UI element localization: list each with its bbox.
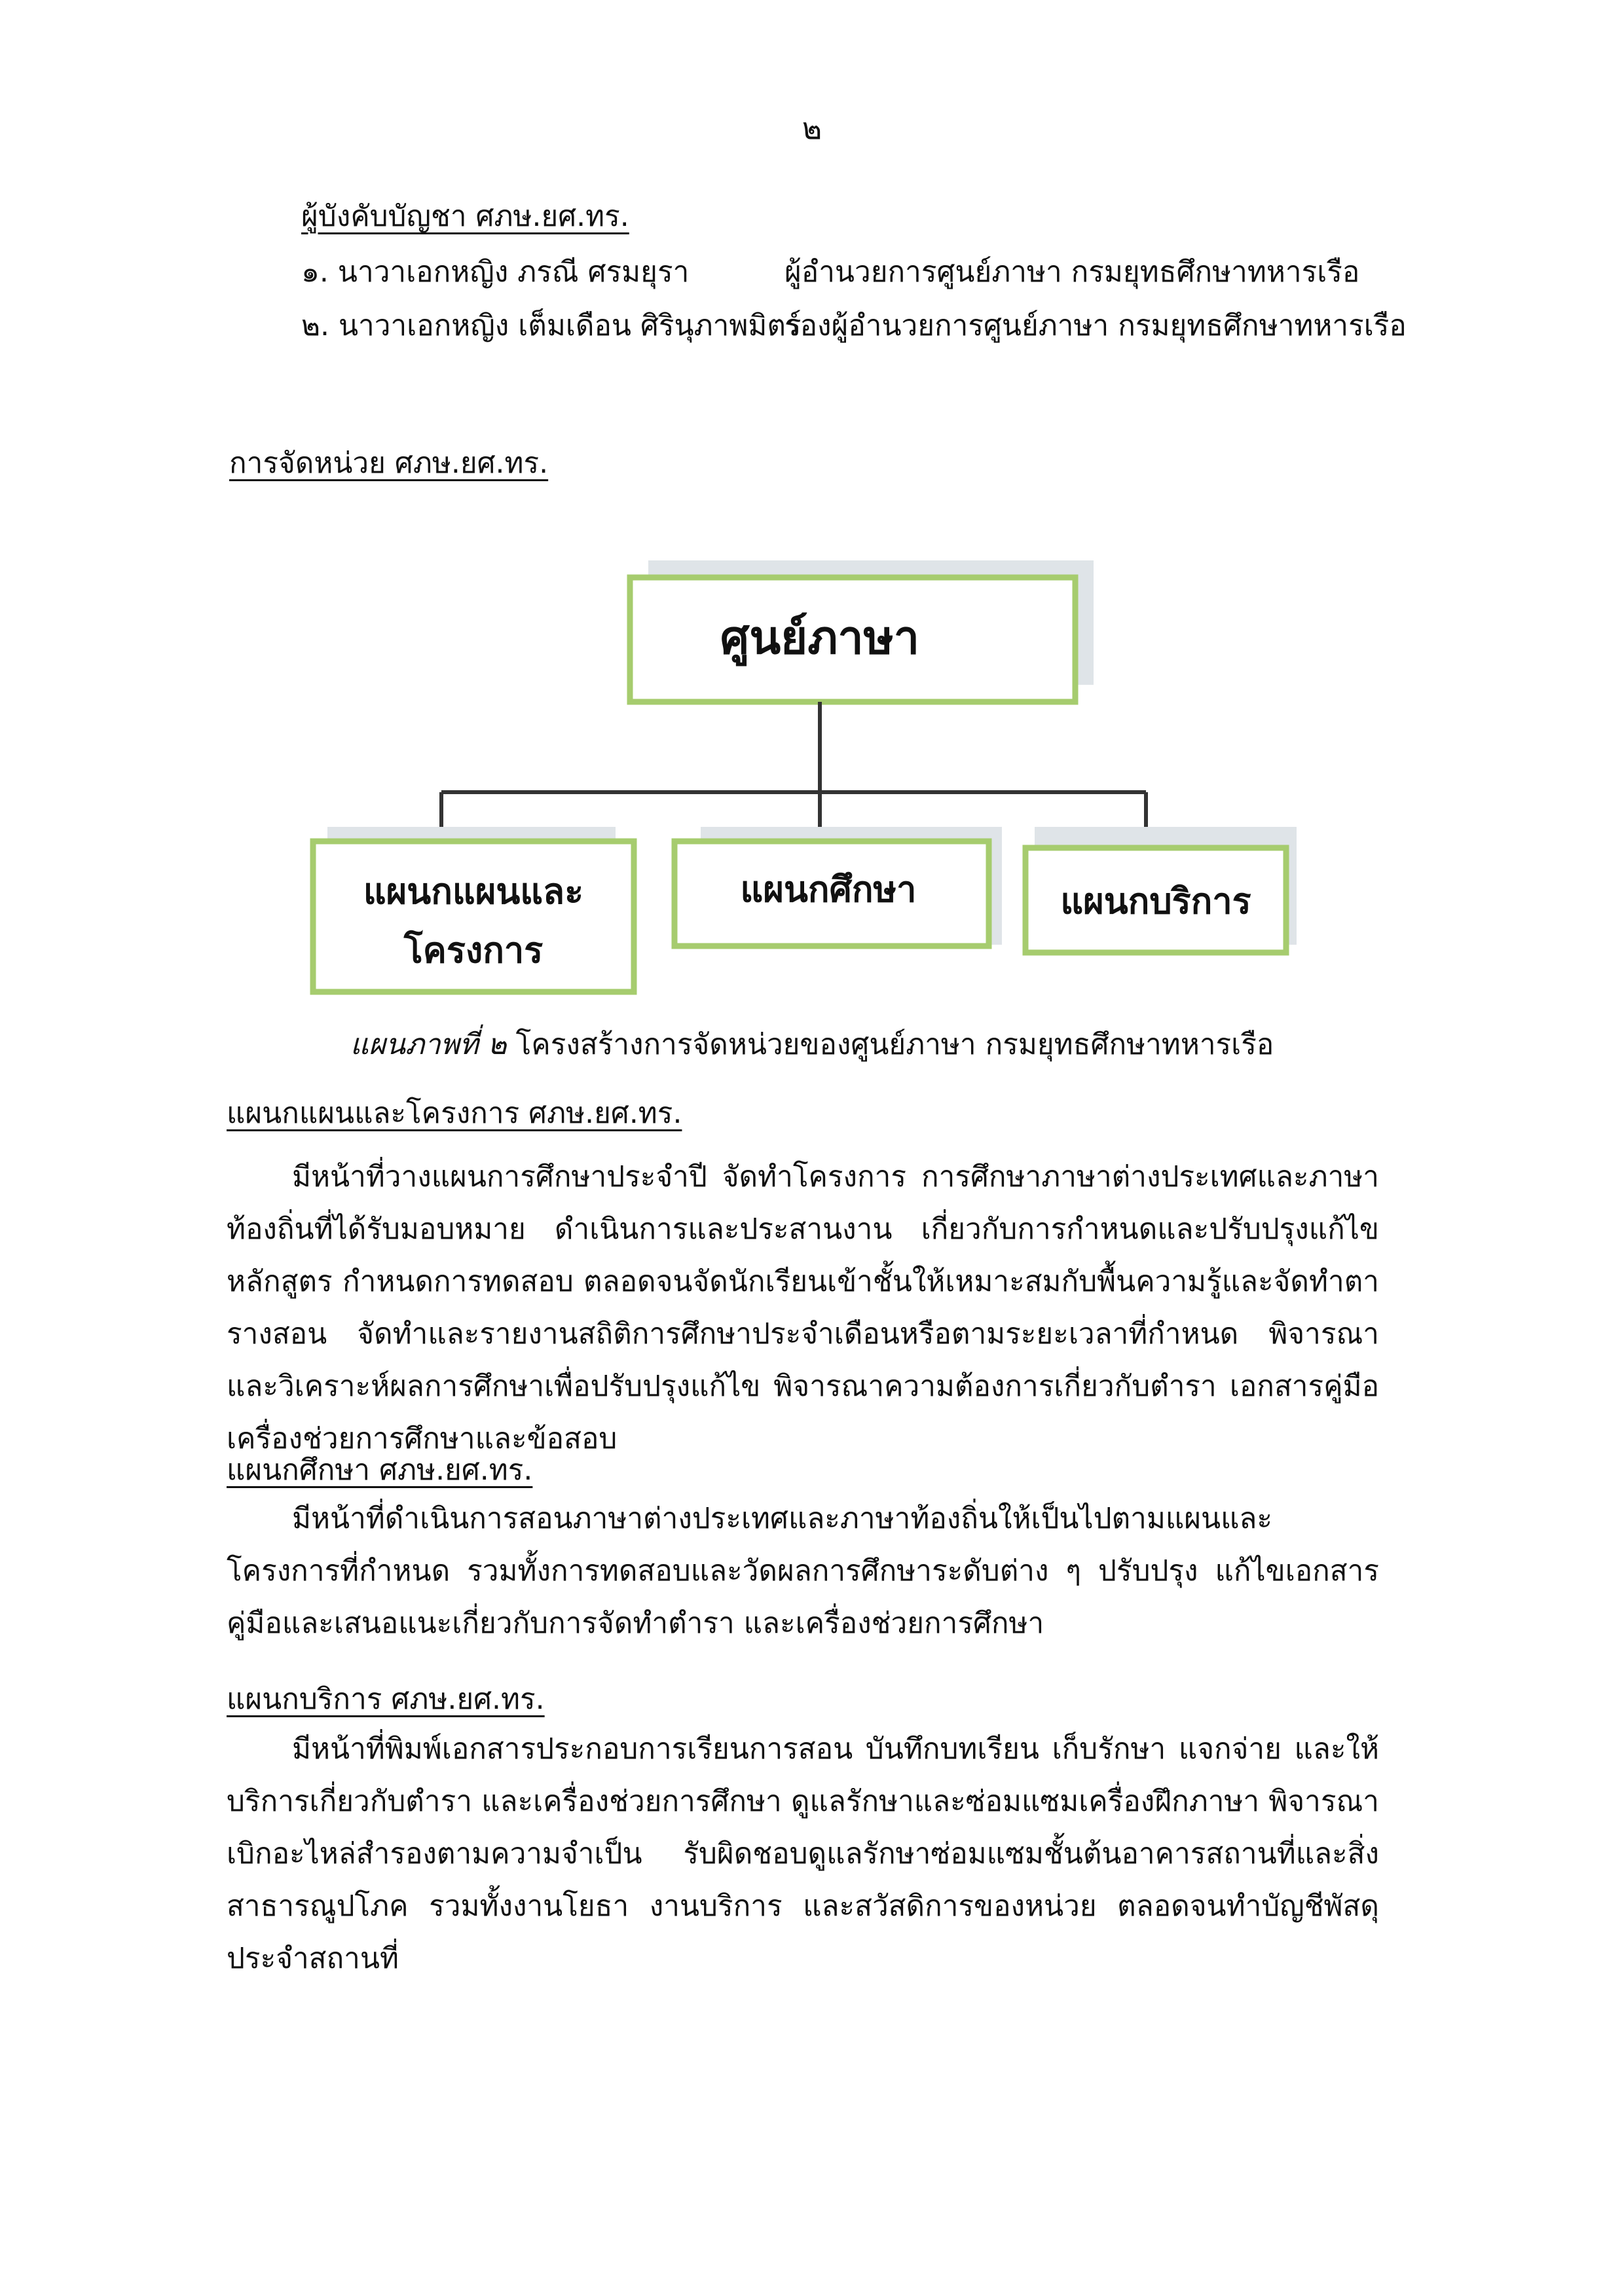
commander-1-position: ผู้อำนวยการศูนย์ภาษา กรมยุทธศึกษาทหารเรือ	[784, 255, 1360, 289]
figure-caption-text: โครงสร้างการจัดหน่วยของศูนย์ภาษา กรมยุทธศึกษาทหารเรือ	[515, 1028, 1274, 1061]
figure-caption	[0, 1021, 1624, 1067]
org-node-plans	[313, 827, 634, 992]
section-education-body	[227, 1493, 1379, 1650]
section-plans-heading: แผนกแผนและโครงการ ศภษ.ยศ.ทร.	[227, 1097, 682, 1130]
figure-caption-label: แผนภาพที่ ๒	[350, 1028, 507, 1061]
section-plans-body	[227, 1151, 1379, 1465]
org-node-education	[674, 827, 1002, 946]
commanders-heading: ผู้บังคับบัญชา ศภษ.ยศ.ทร.	[301, 200, 629, 233]
org-node-plans-line2: โครงการ	[403, 930, 544, 971]
org-node-service-label: แผนกบริการ	[1060, 881, 1251, 922]
section-education-heading: แผนกศึกษา ศภษ.ยศ.ทร.	[227, 1453, 533, 1487]
org-heading: การจัดหน่วย ศภษ.ยศ.ทร.	[229, 446, 549, 480]
org-connectors	[441, 702, 1146, 841]
org-root-node	[630, 560, 1094, 702]
section-service-heading: แผนกบริการ ศภษ.ยศ.ทร.	[227, 1683, 545, 1716]
section-service-text: มีหน้าที่พิมพ์เอกสารประกอบการเรียนการสอน บันทึกบทเรียน เก็บรักษา แจกจ่าย และให้บริการเกี่ยวกับตำรา และเครื่องช่วยการศึกษา ดูแลรักษาและซ่อมแซมเครื่องฝึกภาษา พิจารณาเบิกอะไหล่สำรองตามความจำเป็น รับผิดชอบดูแลรักษาซ่อมแซมชั้นต้นอาคารสถานที่และสิ่งสาธารณูปโภค รวมทั้งงานโยธา งานบริการ และสวัสดิการของหน่วย ตลอดจนทำบัญชีพัสดุประจำสถานที่	[227, 1732, 1379, 1975]
org-node-service	[1025, 827, 1297, 953]
section-plans-text: มีหน้าที่วางแผนการศึกษาประจำปี จัดทำโครงการ การศึกษาภาษาต่างประเทศและภาษาท้องถิ่นที่ได้รับมอบหมาย ดำเนินการและประสานงาน เกี่ยวกับการกำหนดและปรับปรุงแก้ไขหลักสูตร กำหนดการทดสอบ ตลอดจนจัดนักเรียนเข้าชั้นให้เหมาะสมกับพื้นความรู้และจัดทำตารางสอน จัดทำและรายงานสถิติการศึกษาประจำเดือนหรือตามระยะเวลาที่กำหนด พิจารณาและวิเคราะห์ผลการศึกษาเพื่อปรับปรุงแก้ไข พิจารณาความต้องการเกี่ยวกับตำรา เอกสารคู่มือ เครื่องช่วยการศึกษาและข้อสอบ	[227, 1160, 1379, 1455]
org-chart	[0, 543, 1624, 1028]
section-education-text: มีหน้าที่ดำเนินการสอนภาษาต่างประเทศและภาษาท้องถิ่นให้เป็นไปตามแผนและโครงการที่กำหนด รวมทั้งการทดสอบและวัดผลการศึกษาระดับต่าง ๆ ปรับปรุง แก้ไขเอกสารคู่มือและเสนอแนะเกี่ยวกับการจัดทำตำรา และเครื่องช่วยการศึกษา	[227, 1502, 1379, 1640]
commander-2-name: ๒. นาวาเอกหญิง เต็มเดือน ศิรินุภาพมิตร์	[301, 309, 802, 342]
org-node-plans-line1: แผนกแผนและ	[363, 871, 584, 912]
commander-2-position: รองผู้อำนวยการศูนย์ภาษา กรมยุทธศึกษาทหารเรือ	[784, 309, 1407, 342]
org-node-education-label: แผนกศึกษา	[740, 869, 917, 910]
page-number: ๒	[802, 111, 822, 146]
org-root-label: ศูนย์ภาษา	[720, 611, 920, 665]
section-service-body	[227, 1723, 1379, 1985]
commander-1-name: ๑. นาวาเอกหญิง ภรณี ศรมยุรา	[301, 255, 690, 289]
